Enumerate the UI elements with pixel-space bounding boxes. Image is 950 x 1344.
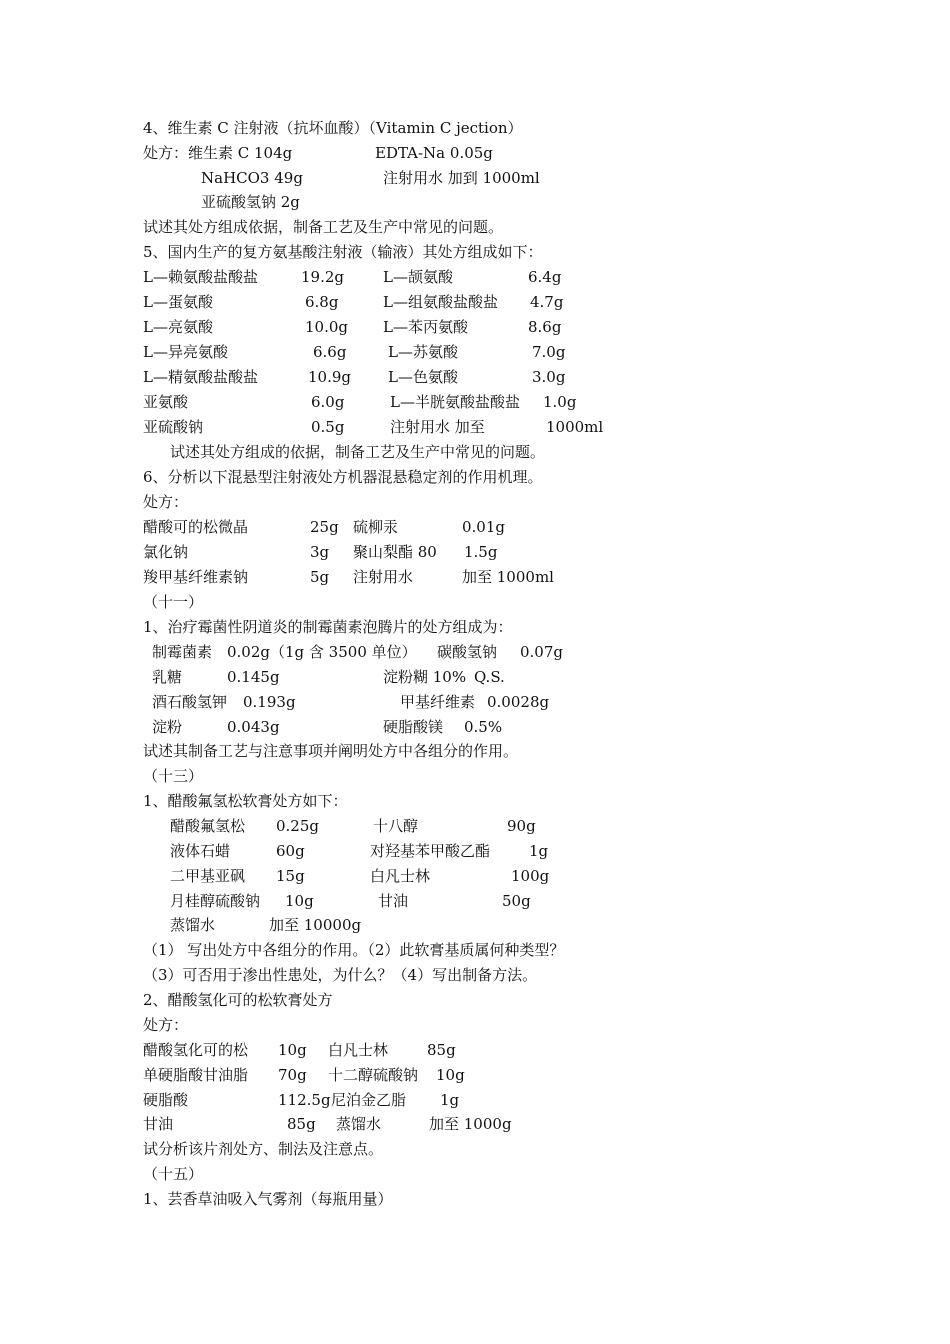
item-4-question: 试述其处方组成依据，制备工艺及生产中常见的问题。 [143, 218, 504, 236]
rx5-name: L—半胱氨酸盐酸盐 [390, 393, 520, 411]
rx5-name: 亚氨酸 [143, 393, 189, 411]
rx13-amount: 90g [507, 817, 536, 835]
rx5-amount: 1.0g [543, 393, 577, 411]
rx13-name: 对羟基苯甲酸乙酯 [370, 842, 491, 860]
rx6-amount: 25g [310, 518, 339, 536]
rx5-amount: 19.2g [301, 268, 345, 286]
rx13-amount: 50g [502, 892, 531, 910]
item-11-title: 1、治疗霉菌性阴道炎的制霉菌素泡腾片的处方组成为： [143, 618, 513, 636]
section-15-heading: （十五） [143, 1165, 204, 1183]
rx13-2-name: 尼泊金乙脂 [331, 1091, 407, 1109]
rx13-amount: 0.25g [276, 817, 320, 835]
item-13-2-rx-label: 处方： [143, 1016, 189, 1034]
item-5-title: 5、国内生产的复方氨基酸注射液（输液）其处方组成如下： [143, 243, 543, 261]
rx13-name: 蒸馏水 [170, 916, 216, 934]
rx11-name: 碳酸氢钠 [437, 643, 498, 661]
rx5-name: L—色氨酸 [388, 368, 458, 386]
rx13-name: 月桂醇硫酸钠 [170, 892, 261, 910]
rx5-name: L—苏氨酸 [388, 343, 458, 361]
rx13-2-name: 蒸馏水 [336, 1115, 382, 1133]
rx6-name: 氯化钠 [143, 543, 189, 561]
item-13-2-question: 试分析该片剂处方、制法及注意点。 [143, 1140, 384, 1158]
rx13-2-name: 硬脂酸 [143, 1091, 189, 1109]
rx13-2-name: 十二醇硫酸钠 [328, 1066, 419, 1084]
rx11-amount: 0.02g（1g 含 3500 单位） [227, 643, 417, 661]
rx13-amount: 加至 10000g [269, 916, 362, 934]
rx5-amount: 3.0g [532, 368, 566, 386]
item-5-question: 试述其处方组成的依据，制备工艺及生产中常见的问题。 [170, 443, 546, 461]
rx13-amount: 100g [511, 867, 550, 885]
rx13-2-amount: 112.5g [278, 1091, 331, 1109]
rx13-2-amount: 10g [436, 1066, 465, 1084]
rx11-name: 乳糖 [152, 668, 183, 686]
item-13-question-1: （1） 写出处方中各组分的作用。（2）此软膏基质属何种类型？ [143, 941, 565, 959]
rx6-amount: 3g [310, 543, 330, 561]
rx5-amount: 7.0g [532, 343, 566, 361]
item-11-question: 试述其制备工艺与注意事项并阐明处方中各组分的作用。 [143, 742, 519, 760]
rx13-amount: 60g [276, 842, 305, 860]
rx13-amount: 1g [529, 842, 549, 860]
rx13-2-amount: 1g [440, 1091, 460, 1109]
rx11-name: 制霉菌素 [152, 643, 213, 661]
rx13-name: 醋酸氟氢松 [170, 817, 246, 835]
rx13-2-amount: 加至 1000g [429, 1115, 512, 1133]
rx5-name: L—异亮氨酸 [143, 343, 228, 361]
rx13-2-name: 甘油 [143, 1115, 174, 1133]
rx5-amount: 1000ml [546, 418, 604, 436]
item-4-rx-row1-b: EDTA-Na 0.05g [375, 144, 493, 162]
item-15-title: 1、芸香草油吸入气雾剂（每瓶用量） [143, 1190, 393, 1208]
rx13-amount: 15g [276, 867, 305, 885]
rx5-amount: 6.4g [528, 268, 562, 286]
rx6-name: 聚山梨酯 80 [353, 543, 437, 561]
rx11-name: 酒石酸氢钾 [152, 693, 228, 711]
rx5-name: 亚硫酸钠 [143, 418, 204, 436]
rx11-name: 淀粉糊 10% [383, 668, 467, 686]
rx6-amount: 加至 1000ml [462, 568, 554, 586]
rx13-2-amount: 85g [287, 1115, 316, 1133]
rx11-name: 甲基纤维素 [400, 693, 476, 711]
section-11-heading: （十一） [143, 593, 204, 611]
rx11-amount: 0.193g [243, 693, 296, 711]
item-13-title: 1、醋酸氟氢松软膏处方如下： [143, 792, 348, 810]
rx5-name: 注射用水 加至 [390, 418, 485, 436]
item-13-question-2: （3）可否用于渗出性患处，为什么？（4）写出制备方法。 [143, 966, 538, 984]
rx6-amount: 0.01g [462, 518, 506, 536]
rx6-name: 醋酸可的松微晶 [143, 518, 249, 536]
rx13-name: 甘油 [378, 892, 409, 910]
rx5-name: L—苯丙氨酸 [383, 318, 468, 336]
rx13-name: 十八醇 [373, 817, 419, 835]
rx5-name: L—蛋氨酸 [143, 293, 213, 311]
rx6-name: 硫柳汞 [353, 518, 399, 536]
item-4-rx-row3: 亚硫酸氢钠 2g [201, 193, 300, 211]
rx5-name: L—亮氨酸 [143, 318, 213, 336]
rx11-name: 淀粉 [152, 718, 183, 736]
item-4-rx-row1-a: 处方：维生素 C 104g [143, 144, 293, 162]
rx5-amount: 4.7g [530, 293, 564, 311]
rx5-amount: 8.6g [528, 318, 562, 336]
rx13-2-amount: 70g [278, 1066, 307, 1084]
rx13-name: 白凡士林 [370, 867, 431, 885]
item-4-rx-row2-b: 注射用水 加到 1000ml [383, 169, 540, 187]
item-13-2-title: 2、醋酸氢化可的松软膏处方 [143, 991, 333, 1009]
rx13-amount: 10g [285, 892, 314, 910]
rx11-amount: 0.043g [227, 718, 280, 736]
rx13-2-name: 单硬脂酸甘油脂 [143, 1066, 249, 1084]
rx5-name: L—颉氨酸 [383, 268, 453, 286]
item-4-rx-row2-a: NaHCO3 49g [201, 169, 303, 187]
rx5-amount: 0.5g [311, 418, 345, 436]
rx13-2-name: 白凡士林 [328, 1041, 389, 1059]
rx5-amount: 6.8g [305, 293, 339, 311]
rx5-amount: 10.9g [308, 368, 352, 386]
rx13-2-amount: 10g [278, 1041, 307, 1059]
rx13-name: 二甲基亚砜 [170, 867, 246, 885]
section-13-heading: （十三） [143, 767, 204, 785]
item-4-title: 4、维生素 C 注射液（抗坏血酸）（Vitamin C jection） [143, 119, 523, 137]
rx11-amount: 0.145g [227, 668, 280, 686]
rx5-name: L—组氨酸盐酸盐 [383, 293, 498, 311]
rx5-amount: 6.6g [313, 343, 347, 361]
rx5-name: L—精氨酸盐酸盐 [143, 368, 258, 386]
rx13-name: 液体石蜡 [170, 842, 231, 860]
rx5-amount: 6.0g [311, 393, 345, 411]
rx6-amount: 1.5g [464, 543, 498, 561]
rx11-amount: 0.07g [520, 643, 564, 661]
rx11-amount: Q.S. [474, 668, 505, 686]
rx6-name: 注射用水 [353, 568, 414, 586]
rx13-2-amount: 85g [427, 1041, 456, 1059]
rx11-amount: 0.5% [464, 718, 503, 736]
rx11-name: 硬脂酸镁 [383, 718, 444, 736]
rx13-2-name: 醋酸氢化可的松 [143, 1041, 249, 1059]
rx5-amount: 10.0g [305, 318, 349, 336]
rx6-name: 羧甲基纤维素钠 [143, 568, 249, 586]
rx6-amount: 5g [310, 568, 330, 586]
rx5-name: L—赖氨酸盐酸盐 [143, 268, 258, 286]
rx11-amount: 0.0028g [487, 693, 550, 711]
item-6-rx-label: 处方： [143, 493, 189, 511]
item-6-title: 6、分析以下混悬型注射液处方机器混悬稳定剂的作用机理。 [143, 468, 543, 486]
